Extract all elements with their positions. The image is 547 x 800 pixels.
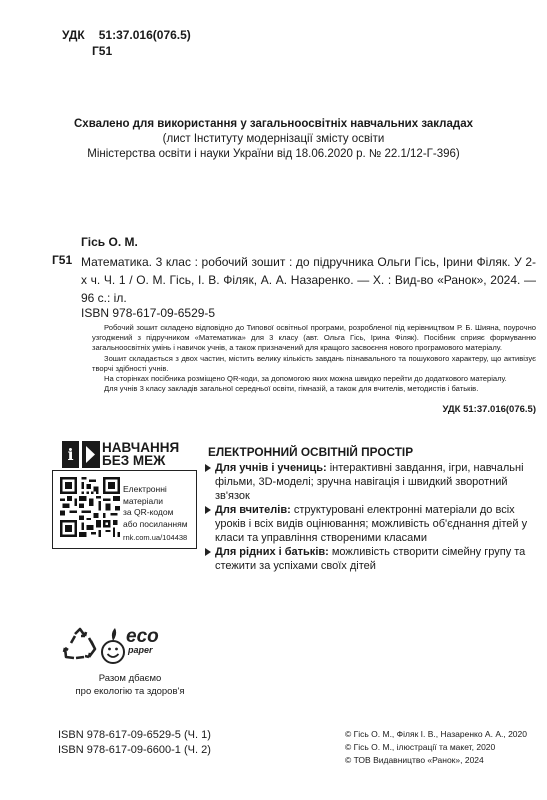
annotation-paragraph-1: Робочий зошит складено відповідно до Типової освітньої програми, розробленої під керівництвом Р. Б. Шияна, поурочно узгоджений з підручником «Математика» для 3 класу (авт. Ольга Гісь, Ірина Філяк). Посібник сприяє формуванню загальноосвітніх умінь і навичок учнів, а також призначений для кращого засвоєння нового програмового матеріалу.	[92, 323, 536, 353]
qr-link[interactable]: rnk.com.ua/104438	[123, 533, 188, 542]
bibliographic-description: Математика. 3 клас : робочий зошит : до підручника Ольги Гісь, Ірини Філяк. У 2-х ч. Ч. 1 / О. М. Гісь, І. В. Філяк, А. А. Назаренко. — Х. : Вид-во «Ранок», 2024. — 96 с.: іл.	[81, 255, 536, 305]
isbn-part-1: ISBN 978-617-09-6529-5 (Ч. 1)	[58, 729, 211, 741]
info-logo-icon: i	[62, 441, 79, 468]
triangle-bullet-icon	[205, 464, 211, 472]
learning-logo-line-1: НАВЧАННЯ	[102, 440, 180, 455]
annotation-paragraph-3: На сторінках посібника розміщено QR-коди, за допомогою яких можна швидко перейти до додаткового матеріалу.	[104, 374, 507, 384]
udk-header	[62, 28, 191, 42]
copyright-line-1: © Гісь О. М., Філяк І. В., Назаренко А. А., 2020	[345, 729, 527, 739]
author-name: Гісь О. М.	[81, 235, 138, 249]
approval-line-3: Міністерства освіти і науки України від 18.06.2020 р. № 22.1/12-Г-396)	[87, 148, 460, 160]
eco-logo-word: eco	[126, 626, 159, 647]
eco-caption	[55, 673, 205, 698]
annotation-paragraph-2: Зошит складається з двох частин, містить велику кількість завдань пізнавального та пошукового характеру, що активізує творчі здібності учнів.	[92, 353, 536, 373]
approval-line-2: (лист Інституту модернізації змісту освіти	[162, 133, 385, 145]
eco-paper-logo	[100, 622, 162, 668]
copyright-line-2: © Гісь О. М., ілюстрації та макет, 2020	[345, 742, 496, 752]
list-item-parents	[205, 545, 535, 573]
copyrights	[345, 728, 527, 767]
copyright-line-3: © ТОВ Видавництво «Ранок», 2024	[345, 755, 484, 765]
udk-annotation: УДК 51:37.016(076.5)	[442, 404, 536, 415]
annotation-paragraph-4: Для учнів 3 класу закладів загальної середньої освіти, гімназій, а також для вчителів, методистів і батьків.	[104, 384, 479, 394]
triangle-bullet-icon	[205, 506, 211, 514]
item-label: Для вчителів:	[215, 504, 291, 516]
recycle-icon	[62, 627, 98, 663]
catalog-mark-top: Г51	[92, 44, 113, 58]
qr-code-icon[interactable]	[60, 477, 120, 537]
udk-label: УДК	[62, 28, 85, 42]
udk-code: 51:37.016(076.5)	[98, 28, 191, 42]
learning-logo-line-2: БЕЗ МЕЖ	[102, 453, 166, 468]
eco-logo-sub: paper	[128, 645, 153, 655]
qr-caption-line-4: або посиланням	[123, 518, 188, 529]
triangle-bullet-icon	[205, 548, 211, 556]
annotation	[92, 323, 536, 394]
qr-caption	[123, 484, 193, 544]
isbn-parts	[58, 728, 211, 758]
learning-logo-text	[102, 441, 179, 467]
item-text: структуровані електронні матеріали до всіх уроків і всіх видів оцінювання; можливість об'єднання дітей у класи та управління створеними класами	[215, 504, 528, 544]
qr-caption-line-1: Електронні	[123, 484, 167, 494]
list-item-students	[205, 461, 535, 503]
eco-caption-line-1: Разом дбаємо	[98, 673, 162, 684]
item-label: Для учнів і учениць:	[215, 462, 327, 474]
item-label: Для рідних і батьків:	[215, 546, 329, 558]
electronic-space-list	[205, 461, 535, 573]
qr-caption-line-2: матеріали	[123, 495, 163, 506]
catalog-mark-bibliography: Г51	[52, 253, 73, 267]
eco-caption-line-2: про екологію та здоров'я	[75, 685, 185, 697]
isbn-part-2: ISBN 978-617-09-6600-1 (Ч. 2)	[58, 744, 211, 756]
electronic-space-title: ЕЛЕКТРОННИЙ ОСВІТНІЙ ПРОСТІР	[208, 445, 414, 459]
item-text: можливість створити сімейну групу та стежити за успіхами своїх дітей	[215, 546, 526, 572]
list-item-teachers	[205, 503, 535, 545]
arrow-logo-icon	[82, 441, 100, 468]
approval-line-1: Схвалено для використання у загальноосвітніх навчальних закладах	[74, 118, 473, 130]
qr-caption-line-3: за QR-кодом	[123, 507, 174, 517]
isbn-main: ISBN 978-617-09-6529-5	[81, 306, 216, 320]
approval-block	[0, 117, 547, 162]
item-text: інтерактивні завдання, ігри, навчальні фільми, 3D-моделі; зручна навігація і швидкий зворотний зв'язок	[215, 462, 524, 502]
